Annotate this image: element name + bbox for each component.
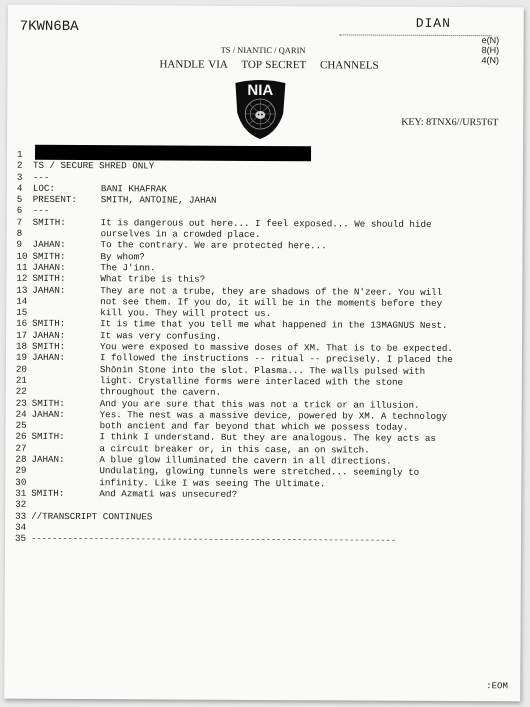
line-number: 18 — [16, 340, 28, 352]
speaker-label: SMITH: — [32, 250, 66, 262]
speaker-label: LOC: — [32, 182, 55, 194]
line-text: I followed the instructions -- ritual -- precisely. I placed the — [99, 352, 453, 366]
speaker-label: JAHAN: — [31, 408, 65, 420]
speaker-label: JAHAN: — [32, 239, 66, 251]
line-number: 19 — [15, 352, 28, 364]
handling-code: e(N) — [481, 35, 500, 46]
line-number: 26 — [15, 431, 27, 443]
line-text: TS / SECURE SHRED ONLY — [32, 160, 155, 172]
line-number: 14 — [16, 295, 28, 307]
line-number: 31 — [15, 487, 27, 499]
line-text: Yes. The nest was a massive device, powered by XM. A technology — [99, 408, 448, 422]
handling-code: 4(N) — [481, 55, 500, 66]
line-number: 10 — [16, 250, 28, 262]
separator-rule: ---------------------------------------------------------------------- — [30, 532, 397, 546]
line-text: And you are sure that this was not a trick or an illusion. — [99, 397, 420, 411]
line-number: 34 — [15, 521, 27, 533]
end-of-message: :EOM — [486, 681, 508, 692]
line-number: 28 — [15, 453, 27, 465]
handle-via-text: HANDLE VIA — [159, 58, 228, 71]
line-text: kill you. They will protect us. — [100, 307, 272, 320]
line-number: 13 — [16, 284, 28, 296]
line-text: Undulating, glowing tunnels were stretched... seemingly to — [99, 465, 420, 479]
speaker-label: SMITH: — [32, 216, 66, 228]
line-number: 4 — [16, 182, 23, 194]
speaker-label: SMITH: — [32, 340, 66, 353]
classification-line: TS / NIANTIC / QARIN — [220, 44, 306, 56]
line-text: a circuit breaker or, in this case, an on switch. — [99, 442, 370, 456]
speaker-label: SMITH: — [31, 487, 65, 499]
nia-logo-icon — [233, 75, 287, 141]
line-text: BANI KHAFRAK — [100, 183, 168, 195]
line-number: 30 — [15, 476, 27, 488]
line-number: 11 — [16, 261, 28, 273]
line-text: You were exposed to massive doses of XM. That is to be expected. — [100, 341, 453, 355]
document-page — [4, 5, 524, 702]
line-number: 25 — [15, 419, 27, 431]
speaker-label: JAHAN: — [31, 352, 66, 364]
recipient-name: DIAN — [415, 15, 451, 31]
document-id: 7KWN6BA — [19, 18, 79, 36]
line-number: 2 — [16, 160, 23, 172]
line-number: 20 — [15, 363, 27, 375]
line-number: 8 — [16, 227, 23, 239]
line-number: 23 — [15, 397, 27, 409]
line-number: 27 — [15, 442, 27, 454]
line-number: 5 — [16, 193, 23, 205]
line-text: ourselves in a crowded place. — [100, 228, 261, 241]
line-number: 35 — [14, 532, 27, 544]
transcript-body — [5, 149, 523, 547]
line-text: What tribe is this? — [100, 273, 206, 285]
key-code: KEY: 8TNX6//UR5T6T — [401, 116, 499, 129]
top-secret-text: TOP SECRET — [241, 58, 307, 72]
line-text: It is time that you tell me what happened in the 13MAGNUS Nest. — [100, 318, 448, 332]
line-number: 7 — [16, 216, 23, 228]
line-text: not see them. If you do, it will be in the moments before they — [100, 296, 443, 309]
line-number: 32 — [15, 498, 27, 510]
line-number: 6 — [16, 205, 23, 217]
line-number: 29 — [15, 465, 27, 477]
line-text: To the contrary. We are protected here... — [100, 239, 327, 252]
line-text: I think I understand. But they are analogous. The key acts as — [99, 431, 436, 445]
line-text: A blue glow illuminated the cavern in all directions. — [99, 454, 392, 467]
line-number: 17 — [16, 329, 28, 341]
speaker-label: SMITH: — [32, 273, 66, 285]
line-number: 12 — [16, 272, 28, 285]
line-number: 22 — [15, 385, 27, 397]
line-text: Shōnin Stone into the slot. Plasma... The walls pulsed with — [99, 363, 426, 377]
line-text: both ancient and far beyond that which we possess today. — [99, 420, 409, 433]
line-text: --- — [32, 205, 50, 217]
line-number: 16 — [16, 318, 28, 330]
line-text: It is dangerous out here... I feel exposed... We should hide — [100, 216, 432, 230]
line-text: By whom? — [100, 250, 145, 263]
handling-code: 8(H) — [481, 45, 500, 56]
line-text: //TRANSCRIPT CONTINUES — [31, 510, 153, 522]
channels-text: CHANNELS — [319, 59, 379, 72]
line-text: And Azmati was unsecured? — [99, 488, 238, 500]
handling-codes — [482, 35, 500, 65]
line-text: --- — [32, 171, 50, 183]
line-number: 24 — [15, 408, 27, 420]
transcript-line — [5, 533, 521, 547]
line-text: throughout the cavern. — [99, 386, 222, 399]
line-text: light. Crystalline forms were interlaced with the stone — [99, 375, 404, 388]
line-number: 1 — [17, 148, 23, 160]
speaker-label: JAHAN: — [32, 284, 66, 296]
line-text: The J'inn. — [100, 262, 156, 274]
line-text: It was very confusing. — [100, 329, 222, 342]
speaker-label: JAHAN: — [32, 261, 66, 273]
line-number: 9 — [16, 239, 23, 251]
speaker-label: SMITH: — [32, 318, 66, 330]
speaker-label: JAHAN: — [31, 453, 65, 465]
line-text: infinity. Like I was seeing The Ultimate. — [99, 476, 326, 489]
speaker-label: SMITH: — [31, 431, 65, 443]
line-text: They are not a trube, they are shadows of the N'zeer. You will — [100, 284, 443, 298]
line-number: 33 — [15, 510, 27, 522]
line-number: 15 — [16, 306, 28, 318]
speaker-label: PRESENT: — [32, 193, 77, 206]
line-number: 21 — [15, 374, 27, 386]
line-text: SMITH, ANTOINE, JAHAN — [100, 194, 217, 206]
logo-letters: NIA — [247, 81, 274, 100]
line-number: 3 — [16, 171, 23, 183]
speaker-label: SMITH: — [31, 397, 65, 409]
handling-caveat — [159, 58, 388, 71]
speaker-label: JAHAN: — [32, 329, 66, 341]
